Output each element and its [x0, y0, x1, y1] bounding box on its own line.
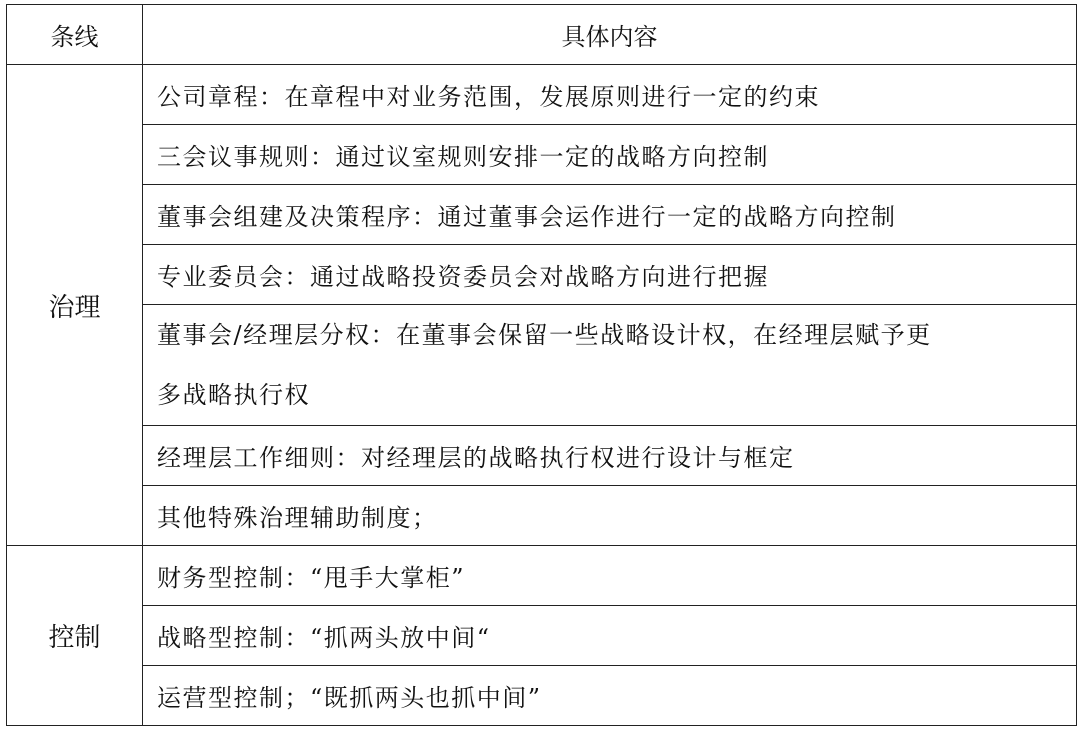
table-row: [7, 666, 1077, 726]
content-line: 多战略执行权: [157, 381, 310, 409]
content-cell: 其他特殊治理辅助制度；: [143, 486, 1077, 546]
table-row: [7, 546, 1077, 606]
content-cell: 公司章程：在章程中对业务范围，发展原则进行一定的约束: [143, 65, 1077, 125]
header-cell-content: 具体内容: [143, 5, 1077, 65]
table-row: [7, 305, 1077, 426]
category-cell: 控制: [7, 546, 143, 726]
table-row: [7, 245, 1077, 305]
table-row: [7, 125, 1077, 185]
category-cell: 治理: [7, 65, 143, 546]
table-row: [7, 426, 1077, 486]
table-row: [7, 65, 1077, 125]
content-cell: 运营型控制；“既抓两头也抓中间”: [143, 666, 1077, 726]
table-row: [7, 486, 1077, 546]
table-row: [7, 185, 1077, 245]
content-cell: 财务型控制：“甩手大掌柜”: [143, 546, 1077, 606]
content-cell: 三会议事规则：通过议室规则安排一定的战略方向控制: [143, 125, 1077, 185]
content-table: [6, 4, 1077, 726]
header-cell-line: 条线: [7, 5, 143, 65]
content-cell: [143, 305, 1077, 426]
header-row: [7, 5, 1077, 65]
table-row: [7, 606, 1077, 666]
content-line: 董事会/经理层分权：在董事会保留一些战略设计权，在经理层赋予更: [157, 321, 932, 349]
content-cell: 董事会组建及决策程序：通过董事会运作进行一定的战略方向控制: [143, 185, 1077, 245]
content-cell: 专业委员会：通过战略投资委员会对战略方向进行把握: [143, 245, 1077, 305]
content-cell: 经理层工作细则：对经理层的战略执行权进行设计与框定: [143, 426, 1077, 486]
content-cell: 战略型控制：“抓两头放中间“: [143, 606, 1077, 666]
